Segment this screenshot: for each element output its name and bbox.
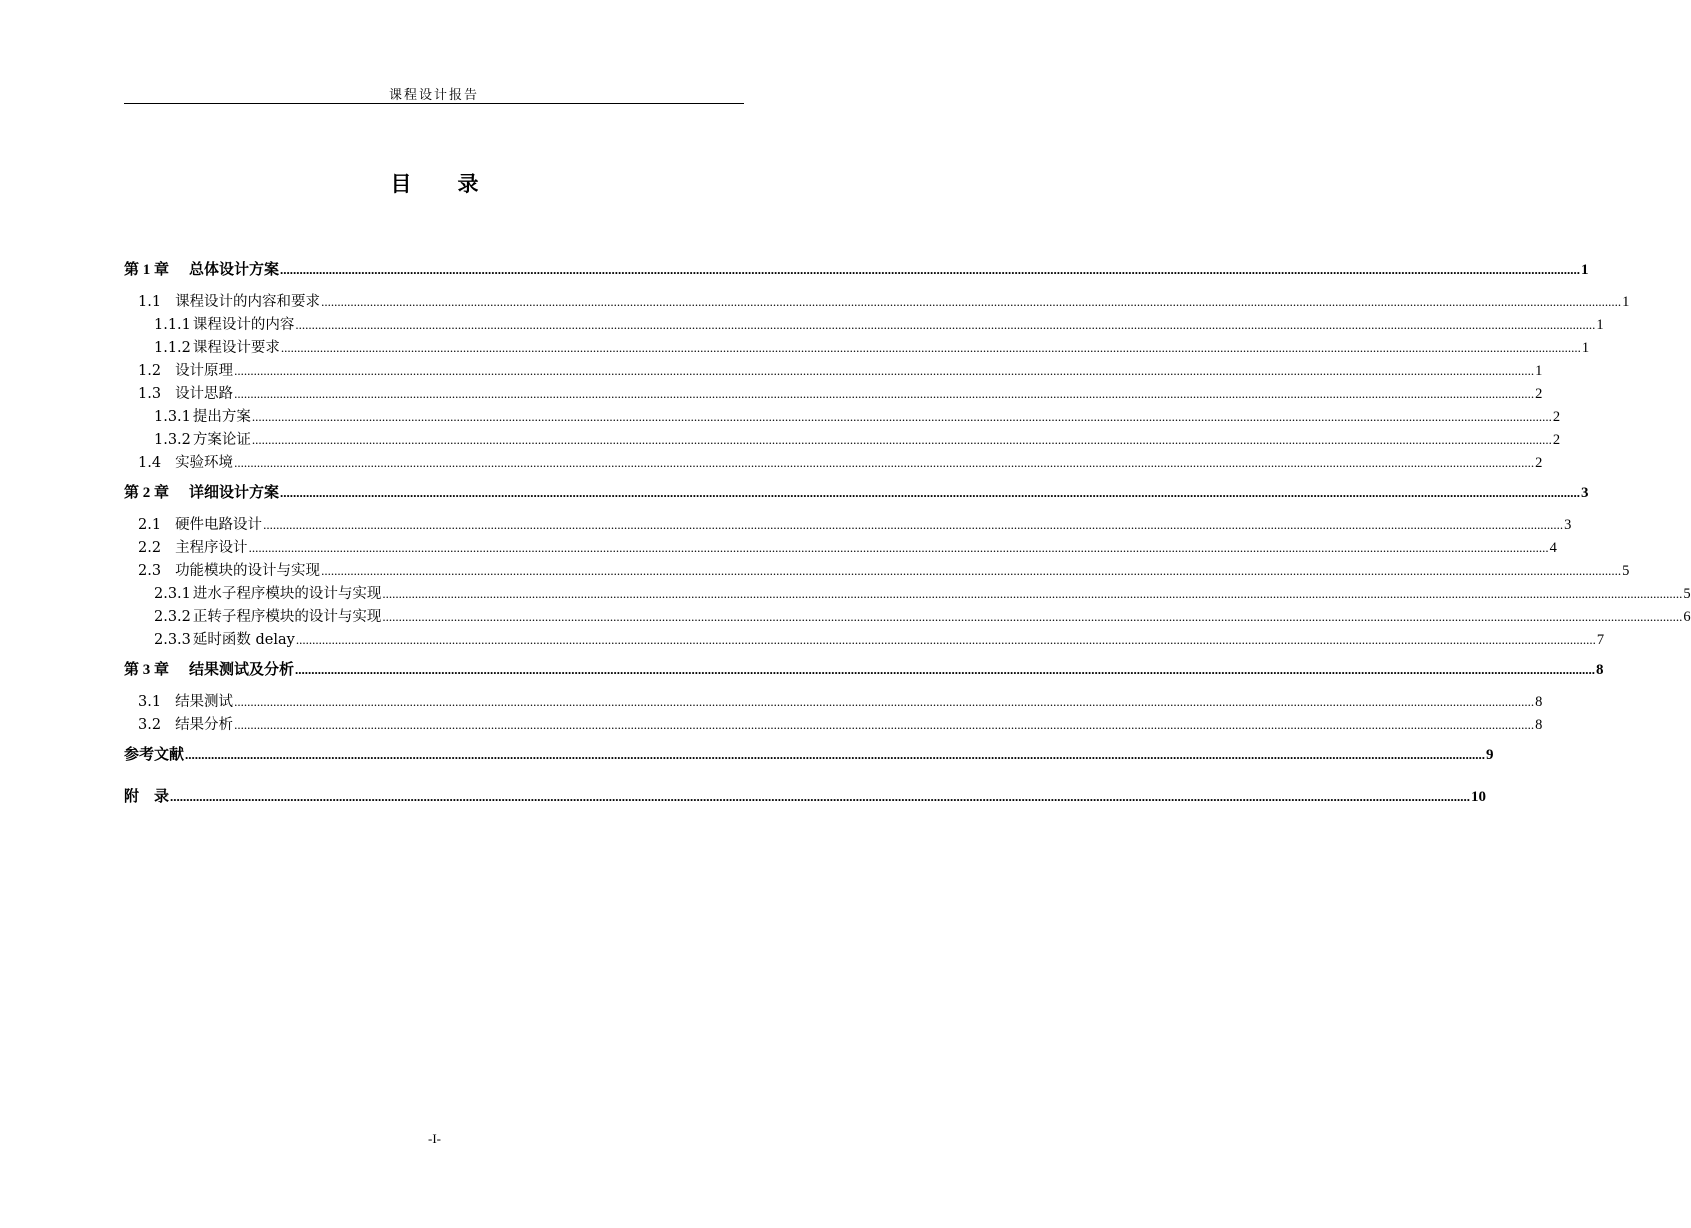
- toc-chapter-entry[interactable]: [124, 658, 1604, 679]
- toc-page-number: 1: [1581, 340, 1590, 356]
- toc-dot-leader: ................................................................................................................................................................................................................................................................................................................................................................................................................: [234, 363, 1535, 378]
- running-header: 课程设计报告: [388, 88, 479, 103]
- toc-page-number: 6: [1683, 609, 1691, 625]
- toc-entry-title: 实验环境: [175, 455, 234, 471]
- toc-entry-number: 2.3.3: [154, 632, 191, 648]
- toc-entry-number: 1.4: [138, 455, 162, 471]
- toc-dot-leader: ................................................................................................................................................................................................................................................................................................................................................................................................................: [251, 432, 1552, 447]
- toc-entry-number: 第 1 章: [124, 262, 170, 278]
- toc-title-left: 目: [390, 171, 412, 196]
- toc-page-number: 3: [1564, 517, 1572, 533]
- toc-dot-leader: ................................................................................................................................................................................................................................................................................................................................................................................................................: [234, 386, 1535, 401]
- toc-entry-number: 2.3: [138, 563, 162, 579]
- toc-page-number: 1: [1535, 363, 1543, 379]
- toc-chapter-entry[interactable]: [124, 258, 1589, 279]
- toc-page-number: 2: [1535, 455, 1543, 471]
- toc-page-number: 3: [1581, 485, 1589, 501]
- toc-entry-title: 方案论证: [192, 432, 251, 448]
- toc-page-number: 2: [1552, 432, 1561, 448]
- toc-page-number: 9: [1486, 747, 1494, 763]
- toc-entry-title: 课程设计的内容: [192, 317, 295, 333]
- toc-page-number: 8: [1535, 694, 1543, 710]
- toc-entry-title: 结果分析: [175, 717, 234, 733]
- toc-section-entry[interactable]: [124, 290, 1630, 311]
- toc-entry-number: 3.2: [138, 717, 162, 733]
- toc-entry-number: 1.1: [138, 294, 162, 310]
- toc-dot-leader: ................................................................................................................................................................................................................................................................................................................................................................................................................: [382, 586, 1683, 601]
- toc-entry-title: 附 录: [124, 787, 170, 805]
- toc-dot-leader: ................................................................................................................................................................................................................................................................................................................................................................................................................: [280, 262, 1581, 277]
- toc-page-number: 7: [1596, 632, 1605, 648]
- toc-section-entry[interactable]: [124, 382, 1543, 403]
- toc-section-entry[interactable]: [124, 536, 1557, 557]
- page-number: -I-: [428, 1131, 441, 1146]
- toc-dot-leader: ................................................................................................................................................................................................................................................................................................................................................................................................................: [185, 747, 1486, 762]
- toc-entry-title: 结果测试: [175, 694, 234, 710]
- toc-section-entry[interactable]: [124, 713, 1543, 734]
- toc-dot-leader: ................................................................................................................................................................................................................................................................................................................................................................................................................: [382, 609, 1683, 624]
- toc-dot-leader: ................................................................................................................................................................................................................................................................................................................................................................................................................: [170, 789, 1471, 804]
- toc-dot-leader: ................................................................................................................................................................................................................................................................................................................................................................................................................: [321, 563, 1622, 578]
- toc-page-number: 2: [1535, 386, 1543, 402]
- toc-page-number: 2: [1552, 409, 1561, 425]
- toc-title: [0, 168, 869, 198]
- toc-page-number: 4: [1549, 540, 1557, 556]
- toc-subsection-entry[interactable]: [124, 582, 1691, 603]
- toc-chapter-entry[interactable]: [124, 481, 1589, 502]
- toc-title-right: 录: [457, 171, 479, 196]
- toc-entry-number: 1.3.2: [154, 432, 191, 448]
- toc-entry-title: 详细设计方案: [189, 483, 280, 501]
- toc-page-number: 8: [1596, 662, 1604, 678]
- toc-dot-leader: ................................................................................................................................................................................................................................................................................................................................................................................................................: [251, 409, 1552, 424]
- toc-entry-number: 2.3.2: [154, 609, 191, 625]
- toc-entry-title: 结果测试及分析: [189, 660, 295, 678]
- toc-entry-title: 提出方案: [192, 409, 251, 425]
- toc-entry-title: 课程设计的内容和要求: [175, 294, 321, 310]
- toc-entry-title: 功能模块的设计与实现: [175, 563, 321, 579]
- toc-entry-number: 2.3.1: [154, 586, 191, 602]
- toc-entry-title: 总体设计方案: [189, 260, 280, 278]
- toc-dot-leader: ................................................................................................................................................................................................................................................................................................................................................................................................................: [295, 317, 1596, 332]
- toc-entry-number: 2.2: [138, 540, 162, 556]
- toc-dot-leader: ................................................................................................................................................................................................................................................................................................................................................................................................................: [295, 662, 1596, 677]
- toc-entry-title: 硬件电路设计: [175, 517, 263, 533]
- toc-entry-number: 1.2: [138, 363, 162, 379]
- toc-dot-leader: ................................................................................................................................................................................................................................................................................................................................................................................................................: [280, 485, 1581, 500]
- toc-entry-number: 1.1.2: [154, 340, 191, 356]
- toc-entry-title: 参考文献: [124, 745, 185, 763]
- toc-entry-title: 进水子程序模块的设计与实现: [192, 586, 382, 602]
- toc-page-number: 10: [1471, 789, 1487, 805]
- toc-entry-title: 设计原理: [175, 363, 234, 379]
- toc-subsection-entry[interactable]: [124, 605, 1691, 626]
- toc-section-entry[interactable]: [124, 513, 1572, 534]
- toc-dot-leader: ................................................................................................................................................................................................................................................................................................................................................................................................................: [248, 540, 1549, 555]
- toc-page-number: 5: [1683, 586, 1691, 602]
- toc-entry-title: 正转子程序模块的设计与实现: [192, 609, 382, 625]
- toc-page-number: 1: [1622, 294, 1630, 310]
- toc-subsection-entry[interactable]: [124, 336, 1590, 357]
- toc-dot-leader: ................................................................................................................................................................................................................................................................................................................................................................................................................: [321, 294, 1622, 309]
- toc-subsection-entry[interactable]: [124, 628, 1605, 649]
- toc-entry-number: 第 2 章: [124, 485, 170, 501]
- toc-entry-number: 1.1.1: [154, 317, 191, 333]
- toc-page-number: 1: [1581, 262, 1589, 278]
- toc-entry-title: 延时函数 delay: [192, 632, 295, 648]
- toc-subsection-entry[interactable]: [124, 313, 1604, 334]
- toc-entry-number: 1.3.1: [154, 409, 191, 425]
- toc-dot-leader: ................................................................................................................................................................................................................................................................................................................................................................................................................: [280, 340, 1581, 355]
- toc-section-entry[interactable]: [124, 359, 1543, 380]
- toc-section-entry[interactable]: [124, 559, 1630, 580]
- toc-dot-leader: ................................................................................................................................................................................................................................................................................................................................................................................................................: [263, 517, 1564, 532]
- toc-subsection-entry[interactable]: [124, 428, 1561, 449]
- toc-section-entry[interactable]: [124, 451, 1543, 472]
- toc-entry-number: 2.1: [138, 517, 162, 533]
- toc-entry-number: 第 3 章: [124, 662, 170, 678]
- toc-entry-title: 主程序设计: [175, 540, 248, 556]
- header-rule: [124, 103, 744, 104]
- toc-subsection-entry[interactable]: [124, 405, 1561, 426]
- toc-chapter-entry[interactable]: [124, 743, 1494, 764]
- toc-dot-leader: ................................................................................................................................................................................................................................................................................................................................................................................................................: [234, 455, 1535, 470]
- toc-entry-number: 1.3: [138, 386, 162, 402]
- toc-entry-number: 3.1: [138, 694, 162, 710]
- toc-dot-leader: ................................................................................................................................................................................................................................................................................................................................................................................................................: [295, 632, 1596, 647]
- toc-entry-title: 课程设计要求: [192, 340, 280, 356]
- toc-chapter-entry[interactable]: [124, 785, 1487, 806]
- toc-dot-leader: ................................................................................................................................................................................................................................................................................................................................................................................................................: [234, 717, 1535, 732]
- toc-page-number: 8: [1535, 717, 1543, 733]
- toc-entry-title: 设计思路: [175, 386, 234, 402]
- toc-page-number: 5: [1622, 563, 1630, 579]
- toc-dot-leader: ................................................................................................................................................................................................................................................................................................................................................................................................................: [234, 694, 1535, 709]
- toc-section-entry[interactable]: [124, 690, 1543, 711]
- toc-page-number: 1: [1596, 317, 1604, 333]
